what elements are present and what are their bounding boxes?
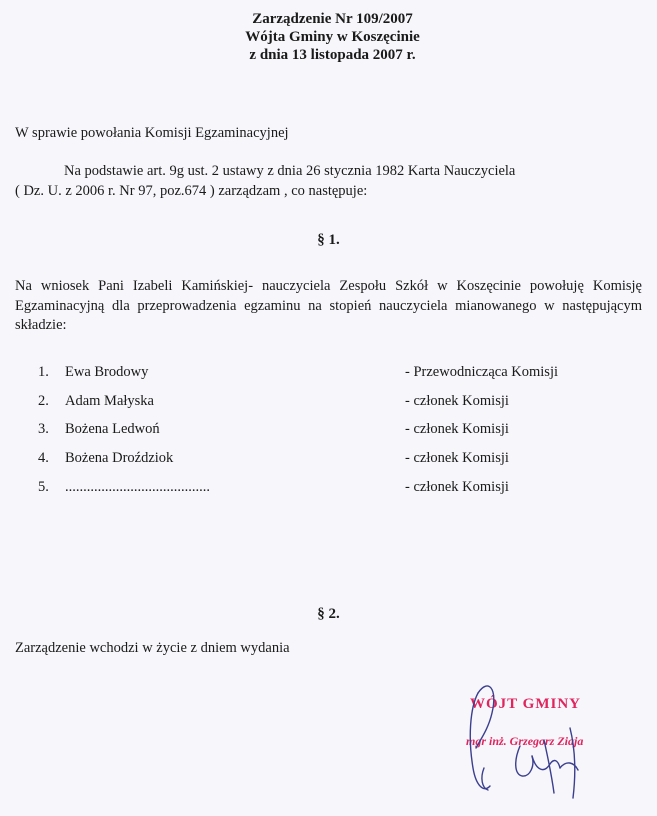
member-role: - członek Komisji (405, 450, 509, 466)
handwritten-signature (440, 668, 655, 808)
member-number: 1. (38, 364, 49, 380)
list-item (0, 421, 657, 441)
section-2-paragraph: Zarządzenie wchodzi w życie z dniem wydania (15, 640, 290, 656)
heading-line-1: Zarządzenie Nr 109/2007 (252, 11, 413, 27)
section-1-heading: § 1. (317, 232, 340, 248)
member-name: ........................................ (65, 479, 210, 495)
member-role: - Przewodnicząca Komisji (405, 364, 559, 380)
member-role: - członek Komisji (405, 421, 509, 437)
list-item (0, 450, 657, 470)
section-1-paragraph: Na wniosek Pani Izabeli Kamińskiej- nauczyciela Zespołu Szkół w Koszęcinie powołuję Komisję Egzaminacyjną dla przeprowadzenia egzaminu na stopień nauczyciela mianowanego w następującym składzie: (15, 278, 642, 333)
section-2-heading: § 2. (317, 606, 340, 622)
member-number: 5. (38, 479, 49, 495)
member-role: - członek Komisji (405, 479, 509, 495)
list-item (0, 479, 657, 499)
member-name: Ewa Brodowy (65, 364, 149, 380)
legal-basis (15, 161, 625, 201)
list-item (0, 364, 657, 384)
heading-line-3: z dnia 13 listopada 2007 r. (249, 47, 416, 63)
member-number: 2. (38, 393, 49, 409)
member-role: - członek Komisji (405, 393, 509, 409)
member-name: Bożena Ledwoń (65, 421, 160, 437)
member-number: 4. (38, 450, 49, 466)
heading-line-2: Wójta Gminy w Koszęcinie (245, 29, 420, 45)
legal-basis-line-1: Na podstawie art. 9g ust. 2 ustawy z dnia 26 stycznia 1982 Karta Nauczyciela (64, 163, 516, 179)
document-heading (0, 10, 657, 64)
member-number: 3. (38, 421, 49, 437)
member-name: Bożena Droździok (65, 450, 174, 466)
legal-basis-line-2: ( Dz. U. z 2006 r. Nr 97, poz.674 ) zarządzam , co następuje: (15, 183, 368, 199)
stamp-name: mgr inż. Grzegorz Ziaja (466, 734, 584, 748)
subject-line: W sprawie powołania Komisji Egzaminacyjnej (15, 125, 289, 141)
official-stamp (440, 668, 655, 808)
stamp-title: WÓJT GMINY (470, 696, 581, 712)
member-name: Adam Małyska (65, 393, 154, 409)
list-item (0, 393, 657, 413)
